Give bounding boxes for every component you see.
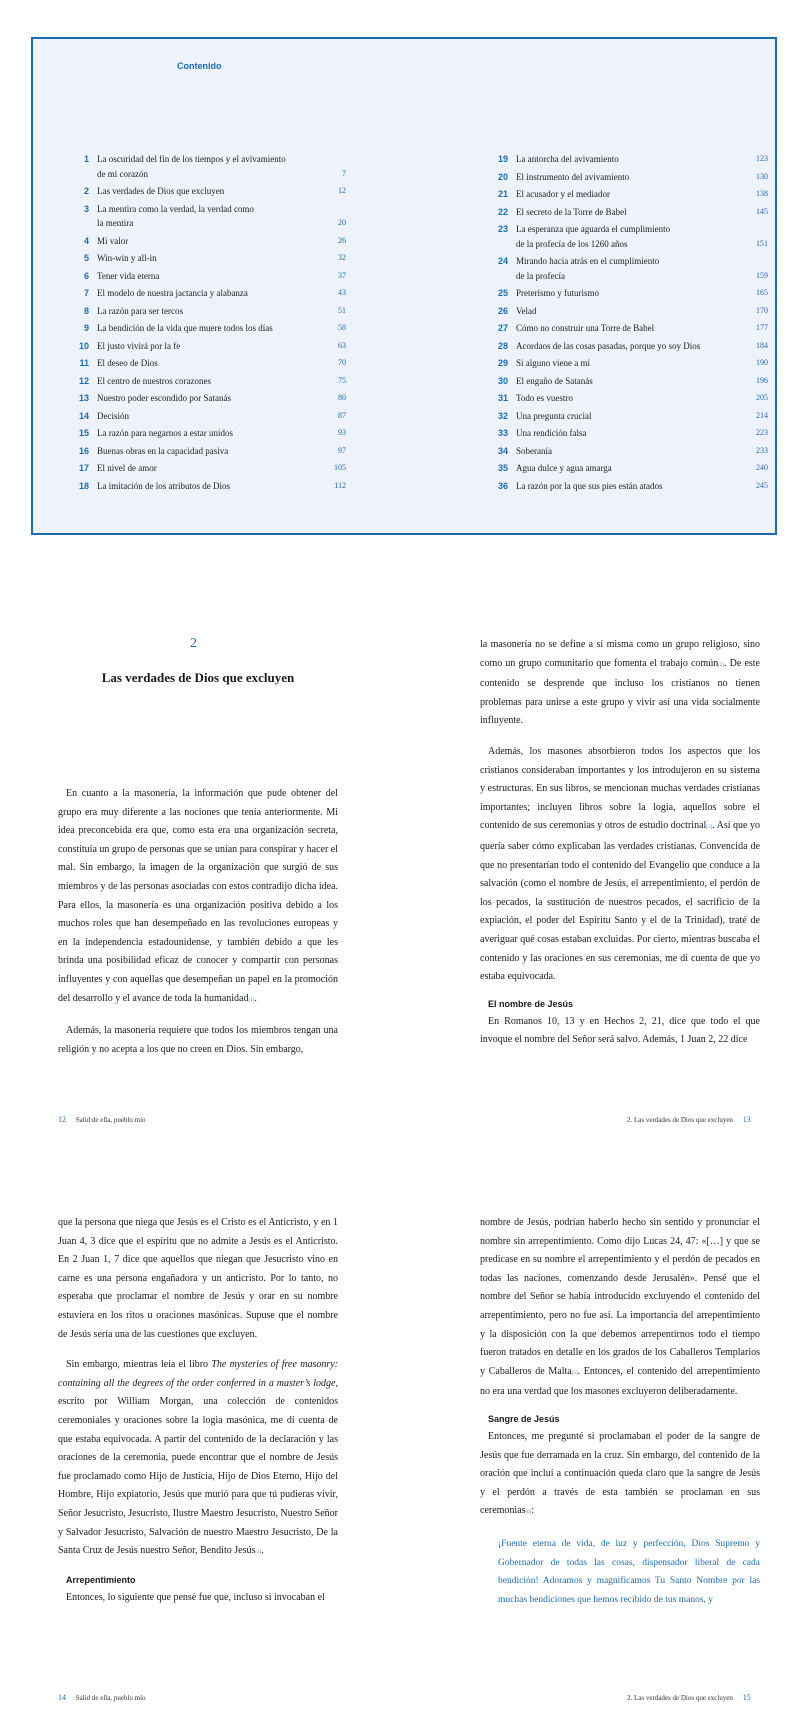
chapter-number: 2 (190, 636, 197, 651)
toc-entry-page: 105 (334, 463, 346, 472)
footnote-ref[interactable]: [2] (718, 662, 725, 668)
toc-entry-number: 2 (83, 186, 89, 196)
toc-entry-title: Acordaos de las cosas pasadas, porque yo soy Dios (516, 340, 701, 351)
toc-entry-page: 70 (338, 358, 346, 367)
toc-entry-page: 223 (756, 428, 768, 437)
toc-entry-page: 37 (338, 270, 346, 280)
toc-entry-page: 112 (334, 480, 346, 490)
toc-entry-page: 123 (756, 154, 768, 163)
toc-entry-title: Velad (516, 305, 537, 316)
toc-entry-number: 4 (83, 235, 89, 246)
toc-entry-number: 32 (497, 410, 508, 421)
chapter-title: Las verdades de Dios que excluyen (101, 670, 295, 685)
toc-entry-title: El centro de nuestros corazones (97, 375, 211, 386)
toc-entry-number: 28 (497, 340, 508, 351)
toc-entry-title: La bendición de la vida que muere todos los días (97, 323, 273, 333)
toc-entry-page: 245 (756, 480, 768, 490)
toc-entry[interactable] (488, 170, 768, 185)
toc-entry-number: 3 (83, 203, 89, 214)
toc-entry-number: 12 (78, 375, 89, 386)
toc-entry-number: 7 (83, 288, 89, 298)
toc-entry-page: 165 (756, 288, 768, 297)
paragraph: Además, los masones absorbieron todos los aspectos que los cristianos consideraban importantes y los introdujeron en su sistema y estructuras. En sus libros, se mencionan muchas verdades cristianas importantes; incluyen libros sobre la logia, aquellos sobre el contenido de sus ceremonias y otros de estudio doctrinal[3]. Así que yo quería saber cómo explicaban las verdades cristianas. Convencida de que no presentarían todo el contenido del Evangelio que conduce a la salvación (como el nombre de Jesús, el arrepentimiento, el perdón de los pecados, la sustitución de nuestros pecados, el sacrificio de la expiación, el poder del Espíritu Santo y el de la Trinidad), traté de averiguar qué cosas estaban excluidas. Por cierto, mientras buscaba el contenido y las oraciones en sus ceremonias, me di cuenta de que yo estaba equivocada. (480, 745, 761, 983)
paragraph: Además, la masonería requiere que todos los miembros tengan una religión y no acepta a los que no creen en Dios. Sin embargo, (58, 1025, 338, 1055)
toc-entry-title: Decisión (97, 410, 129, 421)
toc-entry-title: El engaño de Satanás (516, 375, 593, 386)
toc-entry-title: La esperanza que aguarda el cumplimiento de la profecía de los 1260 años (516, 224, 671, 249)
paragraph: En cuanto a la masonería, la información que pude obtener del grupo era muy diferente a las nociones que tenía anteriormente. Mi idea preconcebida era que, como esta era una organización secreta, constituía un grupo de personas que se unían para conspirar y hacer el mal. Sin embargo, la imagen de la organización que surgió de sus miembros y de las personas asociadas con estos contradijo dicha idea. Para ellos, la masonería es una organización positiva debido a los muchos roles que han desempeñado en las revoluciones europeas y en la independencia estadounidense, y también debido a que les brinda una posibilidad eficaz de conocer y compartir con personas influyentes y con aquellas que desempeñan un papel en la promoción del desarrollo y el avance de toda la humanidad[1]. (58, 788, 338, 1004)
toc-entry-title: La mentira como la verdad, la verdad como la mentira (97, 203, 254, 228)
toc-entry-title: La antorcha del avivamiento (516, 154, 619, 164)
toc-entry-number: 14 (78, 410, 89, 421)
toc-entry[interactable] (488, 254, 768, 283)
toc-entry-number: 19 (497, 154, 508, 164)
running-title: 2. Las verdades de Dios que excluyen (627, 1116, 733, 1124)
page-number: 14 (58, 1693, 66, 1702)
toc-entry-page: 12 (338, 186, 346, 195)
toc-entry[interactable] (69, 251, 346, 266)
toc-entry-number: 9 (83, 323, 89, 333)
page-number: 13 (742, 1115, 751, 1124)
page-footer (58, 1115, 146, 1124)
toc-entry[interactable] (488, 479, 768, 494)
footnote-ref[interactable]: [6] (525, 1510, 532, 1516)
page-footer (627, 1115, 751, 1124)
toc-entry[interactable] (69, 461, 346, 476)
toc-entry-page: 170 (756, 305, 768, 315)
footnote-ref[interactable]: [1] (248, 997, 255, 1003)
toc-entry[interactable] (69, 234, 346, 249)
toc-entry[interactable] (488, 426, 768, 441)
paragraph: que la persona que niega que Jesús es el Cristo es el Anticristo, y en 1 Juan 4, 3 dice que el espíritu que no admite a Jesús es el Anticristo. En 2 Juan 1, 7 dice que aquellos que niegan que Jesucristo vino en carne es una persona engañadora y un anticristo. Por lo tanto, no esperaba que proclamar el nombre de Jesús y orar en su nombre estuviera en los ritos u oraciones masónicas. Supuse que el nombre de Jesús sería una de las cuestiones que excluyen. (58, 1217, 338, 1340)
toc-entry-page: 51 (338, 305, 346, 315)
toc-entry-title: La razón para negarnos a estar unidos (97, 428, 233, 438)
toc-entry-page: 75 (338, 375, 346, 385)
page-footer (627, 1693, 751, 1702)
toc-entry[interactable] (488, 444, 768, 459)
toc-entry-number: 26 (497, 305, 508, 316)
section-heading: Arrepentimiento (66, 1574, 136, 1585)
page-15-body (480, 1214, 760, 1609)
toc-entry[interactable] (69, 304, 346, 319)
toc-entry-page: 214 (756, 410, 768, 420)
toc-entry[interactable] (69, 184, 346, 199)
toc-entry-page: 58 (338, 323, 346, 332)
toc-column-left (69, 152, 346, 496)
toc-entry[interactable] (488, 187, 768, 202)
paragraph: Entonces, lo siguiente que pensé fue que, incluso si invocaban el (66, 1591, 325, 1603)
toc-entry-page: 190 (756, 358, 768, 367)
toc-entry-number: 16 (78, 445, 89, 456)
toc-entry-title: Preterismo y futurismo (516, 288, 599, 298)
page-number: 15 (742, 1693, 751, 1702)
toc-entry-title: Soberanía (516, 445, 552, 456)
toc-entry-title: Tener vida eterna (97, 270, 160, 281)
toc-entry-number: 34 (497, 445, 508, 456)
toc-entry-number: 22 (497, 206, 508, 217)
toc-entry[interactable] (488, 391, 768, 406)
toc-entry-page: 159 (756, 270, 768, 280)
toc-entry-title: Cómo no construir una Torre de Babel (516, 323, 655, 333)
toc-entry-title: El secreto de la Torre de Babel (516, 206, 627, 217)
toc-entry-title: Una pregunta crucial (516, 410, 592, 421)
paragraph: la masonería no se define a sí misma como un grupo religioso, sino como un grupo comunitario que fomenta el trabajo común[2]. De este contenido se desprende que incluso los cristianos no tienen problemas para unirse a este grupo y vivir así una vida socialmente influyente. (480, 639, 760, 727)
toc-entry-page: 32 (338, 253, 346, 262)
toc-entry-page: 138 (756, 189, 768, 198)
toc-entry-title: La razón para ser tercos (97, 305, 183, 316)
block-quote: ¡Fuente eterna de vida, de luz y perfección, Dios Supremo y Gobernador de todas las cosas, dispensador liberal de cada bendición! Adoramos y magnificamos Tu Santo Nombre por las muchas bendiciones que hemos recibido de tus manos, y (498, 1538, 760, 1605)
footnote-ref[interactable]: [3] (706, 825, 713, 831)
toc-entry-page: 184 (756, 340, 768, 350)
toc-entry[interactable] (69, 479, 346, 494)
toc-entry-title: Si alguno viene a mí (516, 358, 590, 368)
toc-entry-number: 24 (497, 256, 508, 266)
paragraph: Sin embargo, mientras leía el libro The mysteries of free masonry: containing all the degrees of the order conferred in a master’s lodge, escrito por William Morgan, una colección de contenidos ceremoniales y oraciones sobre la logia masónica, me di cuenta de que estaba equivocada. A partir del contenido de la declaración y las oraciones de la ceremonia, puede encontrar que el nombre de Jesús fue proclamado como Hijo de Justicia, Hijo de Dios Eterno, Hijo del Hombre, Hijo expiatorio, Jesús que murió para que tú pudieras vivir, Señor Jesucristo, Jesucristo, Ilustre Maestro Jesucristo, Nuestro Señor y Salvador Jesucristo, Salvación de nuestro Maestro Jesucristo, De la Santa Cruz de Jesús nuestro Señor, Bendito Jesús[4]. (58, 1359, 338, 1557)
toc-entry-page: 240 (756, 463, 768, 472)
toc-entry[interactable] (488, 152, 768, 167)
toc-entry-page: 7 (342, 168, 346, 178)
toc-entry-page: 97 (338, 445, 346, 455)
toc-entry-title: El nivel de amor (97, 463, 157, 473)
book-title: The mysteries of free masonry: containing all the degrees of the order conferred in a master’s lodge (58, 1359, 338, 1389)
toc-entry-page: 43 (338, 288, 346, 297)
toc-entry-title: Buenas obras en la capacidad pasiva (97, 445, 229, 456)
toc-entry-number: 31 (497, 393, 508, 403)
toc-entry-page: 233 (756, 445, 768, 455)
toc-entry[interactable] (69, 409, 346, 424)
toc-entry[interactable] (69, 339, 346, 354)
toc-entry-title: El instrumento del avivamiento (516, 171, 630, 182)
toc-entry-page: 26 (338, 235, 346, 245)
toc-entry[interactable] (69, 374, 346, 389)
toc-entry[interactable] (488, 374, 768, 389)
toc-entry-page: 63 (338, 340, 346, 350)
toc-entry-number: 25 (497, 288, 508, 298)
toc-entry-number: 20 (497, 171, 508, 182)
running-title: Salid de ella, pueblo mío (75, 1116, 146, 1124)
toc-entry-number: 33 (497, 428, 508, 438)
toc-entry-number: 36 (497, 480, 508, 491)
toc-entry-number: 29 (497, 358, 508, 368)
toc-entry-title: Mirando hacia atrás en el cumplimiento de la profecía (516, 256, 660, 281)
toc-entry-title: Agua dulce y agua amarga (516, 463, 612, 473)
toc-entry-title: Mi valor (97, 235, 129, 246)
toc-entry-number: 18 (78, 480, 89, 491)
section-heading: Sangre de Jesús (488, 1413, 560, 1424)
toc-entry-title: Nuestro poder escondido por Satanás (97, 393, 231, 403)
toc-entry[interactable] (69, 152, 346, 181)
paragraph: Entonces, me pregunté si proclamaban el poder de la sangre de Jesús que fue derramada en la cruz. Sin embargo, del contenido de la oración que incluí a continuación queda claro que la sangre de Jesús y el perdón a través de esta también se proclaman en sus ceremonias[6]: (480, 1430, 760, 1517)
toc-entry[interactable] (69, 426, 346, 441)
running-title: 2. Las verdades de Dios que excluyen (627, 1694, 733, 1702)
page-12-body (58, 785, 338, 1059)
toc-entry-number: 30 (497, 375, 508, 386)
toc-column-right (488, 152, 768, 496)
toc-entry[interactable] (69, 269, 346, 284)
running-title: Salid de ella, pueblo mío (75, 1694, 146, 1702)
toc-entry-number: 8 (83, 305, 89, 316)
footnote-ref[interactable]: [5] (571, 1370, 578, 1376)
toc-entry[interactable] (69, 356, 346, 371)
toc-entry-title: Win-win y all-in (97, 253, 157, 263)
footnote-ref[interactable]: [4] (255, 1550, 262, 1556)
toc-entry[interactable] (69, 391, 346, 406)
toc-entry-page: 145 (756, 206, 768, 216)
toc-entry-number: 13 (78, 393, 89, 403)
toc-entry-page: 205 (756, 393, 768, 402)
toc-entry-page: 87 (338, 410, 346, 420)
toc-entry-page: 130 (756, 171, 768, 181)
toc-entry-title: La imitación de los atributos de Dios (97, 480, 230, 491)
section-heading: El nombre de Jesús (488, 998, 574, 1009)
toc-entry-page: 20 (338, 218, 346, 227)
toc-entry-title: La razón por la que sus pies están atados (516, 480, 663, 491)
page-number: 12 (58, 1115, 66, 1124)
toc-entry-page: 93 (338, 428, 346, 437)
toc-entry-title: El modelo de nuestra jactancia y alabanza (97, 288, 248, 298)
toc-entry-title: El deseo de Dios (97, 358, 158, 368)
toc-entry-page: 177 (756, 323, 768, 332)
page-13-body (480, 636, 760, 1050)
toc-entry-number: 35 (497, 463, 508, 473)
toc-entry[interactable] (488, 356, 768, 371)
toc-entry-number: 6 (83, 270, 89, 281)
toc-entry-title: La oscuridad del fin de los tiempos y el avivamiento de mi corazón (97, 154, 286, 179)
toc-entry[interactable] (69, 286, 346, 301)
toc-title: Contenido (177, 61, 222, 71)
toc-entry[interactable] (488, 461, 768, 476)
toc-entry[interactable] (69, 321, 346, 336)
paragraph: nombre de Jesús, podrían haberlo hecho sin sentido y pronunciar el nombre sin arrepentimiento. Como dijo Lucas 24, 47: «[…] y que se predicase en su nombre el arrepentimiento y el perdón de pecados en todas las naciones, comenzando desde Jerusalén». Pensé que el nombre del Señor se había introducido excluyendo el contenido del arrepentimiento, pero no fue así. La importancia del arrepentimiento y la disposición con la que debemos arrepentirnos todo el tiempo fueron tratados en detalle en los grados de los Caballeros Templarios y Caballeros de Malta[5]. Entonces, el contenido del arrepentimiento no era una verdad que los masones excluyeron deliberadamente. (480, 1217, 760, 1398)
toc-entry[interactable] (69, 444, 346, 459)
toc-entry[interactable] (488, 409, 768, 424)
toc-entry-number: 17 (78, 463, 89, 473)
toc-entry-number: 1 (83, 154, 89, 164)
toc-entry-title: Una rendición falsa (516, 428, 587, 438)
toc-entry[interactable] (488, 205, 768, 220)
toc-entry-number: 27 (497, 323, 508, 333)
toc-entry-number: 23 (497, 224, 508, 234)
page-14-body (58, 1214, 338, 1607)
toc-entry-number: 11 (79, 358, 89, 368)
toc-entry-number: 10 (78, 340, 89, 351)
table-of-contents (31, 37, 777, 535)
toc-entry[interactable] (69, 202, 346, 231)
paragraph: En Romanos 10, 13 y en Hechos 2, 21, dice que todo el que invoque el nombre del Señor será salvo. Además, 1 Juan 2, 22 dice (480, 1015, 760, 1046)
toc-entry[interactable] (488, 339, 768, 354)
toc-entry[interactable] (488, 286, 768, 301)
toc-entry[interactable] (488, 222, 768, 251)
toc-entry-page: 196 (756, 375, 768, 385)
toc-entry-title: El acusador y el mediador (516, 189, 610, 199)
toc-entry-title: Todo es vuestro (516, 393, 573, 403)
toc-entry-title: El justo vivirá por la fe (97, 340, 181, 351)
toc-entry-page: 80 (338, 393, 346, 402)
toc-entry-number: 15 (78, 428, 89, 438)
page-footer (58, 1693, 146, 1702)
toc-entry-page: 151 (756, 238, 768, 248)
toc-entry-number: 5 (83, 253, 89, 263)
toc-entry[interactable] (488, 321, 768, 336)
toc-entry-title: Las verdades de Dios que excluyen (97, 186, 225, 196)
toc-entry-number: 21 (497, 189, 508, 199)
toc-entry[interactable] (488, 304, 768, 319)
